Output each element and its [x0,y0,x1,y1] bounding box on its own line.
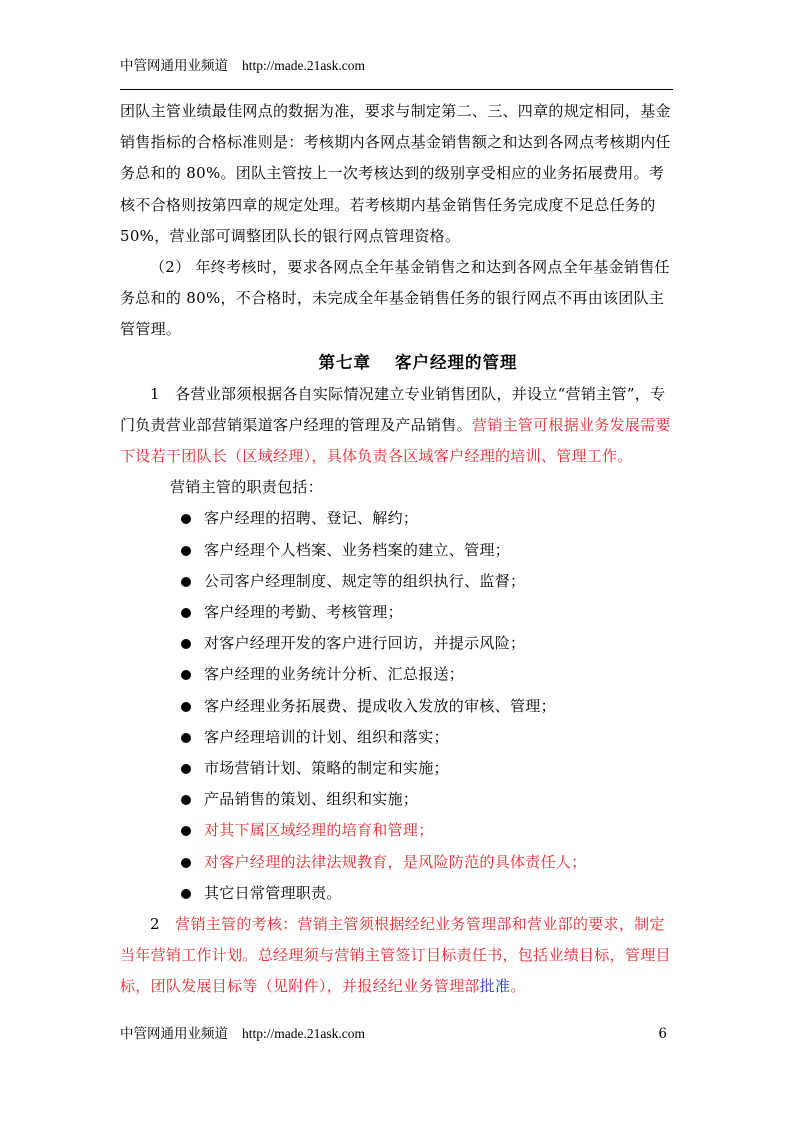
bullet-icon [181,702,191,712]
footer-url[interactable]: http://made.21ask.com [242,1026,365,1041]
section-1-text: 1 各营业部须根据各自实际情况建立专业销售团队，并设立“营销主管”，专门负责营业部营销渠道客户经理的管理及产品销售。 [120,384,666,434]
duties-label: 营销主管的职责包括： [170,478,324,497]
bullet-icon [181,514,191,524]
bullet-icon [181,764,191,774]
bullet-icon [181,795,191,805]
duty-text: 对客户经理的法律法规教育，是风险防范的具体责任人； [204,852,587,871]
chapter-title: 客户经理的管理 [395,352,518,372]
duty-list-item [120,722,676,753]
duty-text: 客户经理培训的计划、组织和落实； [204,727,449,746]
duty-list-item [120,628,676,659]
chapter-heading [120,346,676,379]
duty-text: 客户经理业务拓展费、提成收入发放的审核、管理； [204,696,556,715]
section-1-paragraph [120,379,676,473]
section-1-highlight: 营销主管可根据业务发展需要下设若干团队长（区域经理），具体负责各区域客户经理的培训、管理工作。 [120,415,671,466]
duty-text: 对其下属区域经理的培育和管理； [204,821,434,840]
duty-text: 客户经理的招聘、登记、解约； [204,509,419,528]
duty-text: 产品销售的策划、组织和实施； [204,790,419,809]
chapter-number: 第七章 [318,352,371,372]
bullet-icon [181,858,191,868]
bullet-icon [181,608,191,618]
duty-text: 客户经理的业务统计分析、汇总报送； [204,665,465,684]
section-2-approval: 批准 [479,977,511,996]
duty-list-item [120,691,676,722]
section-2-text: 营销主管的考核：营销主管须根据经纪业务管理部和营业部的要求，制定当年营销工作计划。总经理须与营销主管签订目标责任书，包括业绩目标，管理目标，团队发展目标等（见附件），并报经纪业务管理部 [120,915,671,996]
duty-list-item [120,503,676,534]
bullet-icon [181,733,191,743]
footer-site-name: 中管网通用业频道 [120,1026,228,1042]
duties-list [120,503,676,909]
bullet-icon [181,889,191,899]
section-2-paragraph [120,909,676,1003]
paragraph-team-lead-assessment: 团队主管业绩最佳网点的数据为准，要求与制定第二、三、四章的规定相同，基金销售指标的合格标准则是：考核期内各网点基金销售额之和达到各网点考核期内任务总和的 80%。团队主管按上一次考核达到的级别享受相应的业务拓展费用。考核不合格则按第四章的规定处理。若考核期内基金销售任务完成度不足总任务的 50%，营业部可调整团队长的银行网点管理资格。 [120,102,671,245]
duty-text: 其它日常管理职责。 [204,883,342,902]
duty-list-item [120,535,676,566]
duty-text: 客户经理个人档案、业务档案的建立、管理； [204,540,511,559]
duty-text: 市场营销计划、策略的制定和实施； [204,759,449,778]
duty-text: 公司客户经理制度、规定等的组织执行、监督； [204,571,526,590]
duty-list-item [120,784,676,815]
bullet-icon [181,577,191,587]
page-number: 6 [658,1026,667,1042]
page-header [120,56,673,76]
duty-list-item [120,597,676,628]
header-site-name: 中管网通用业频道 [120,58,228,74]
duty-list-item [120,566,676,597]
duty-list-item [120,815,676,846]
duty-list-item [120,847,676,878]
duty-list-item [120,878,676,909]
duty-list-item [120,659,676,690]
header-divider [120,89,673,90]
page-footer [120,1024,673,1044]
duty-text: 对客户经理开发的客户进行回访，并提示风险； [204,634,526,653]
section-2-end: 。 [510,977,526,996]
bullet-icon [181,639,191,649]
duty-list-item [120,753,676,784]
duty-text: 客户经理的考勤、考核管理； [204,603,403,622]
paragraph-annual-assessment: （2） 年终考核时，要求各网点全年基金销售之和达到各网点全年基金销售任务总和的 80%，不合格时，未完成全年基金销售任务的银行网点不再由该团队主管管理。 [120,258,670,339]
header-url[interactable]: http://made.21ask.com [242,58,365,73]
section-2-number: 2 [150,915,160,934]
document-body [120,96,676,1003]
bullet-icon [181,826,191,836]
bullet-icon [181,546,191,556]
bullet-icon [181,670,191,680]
